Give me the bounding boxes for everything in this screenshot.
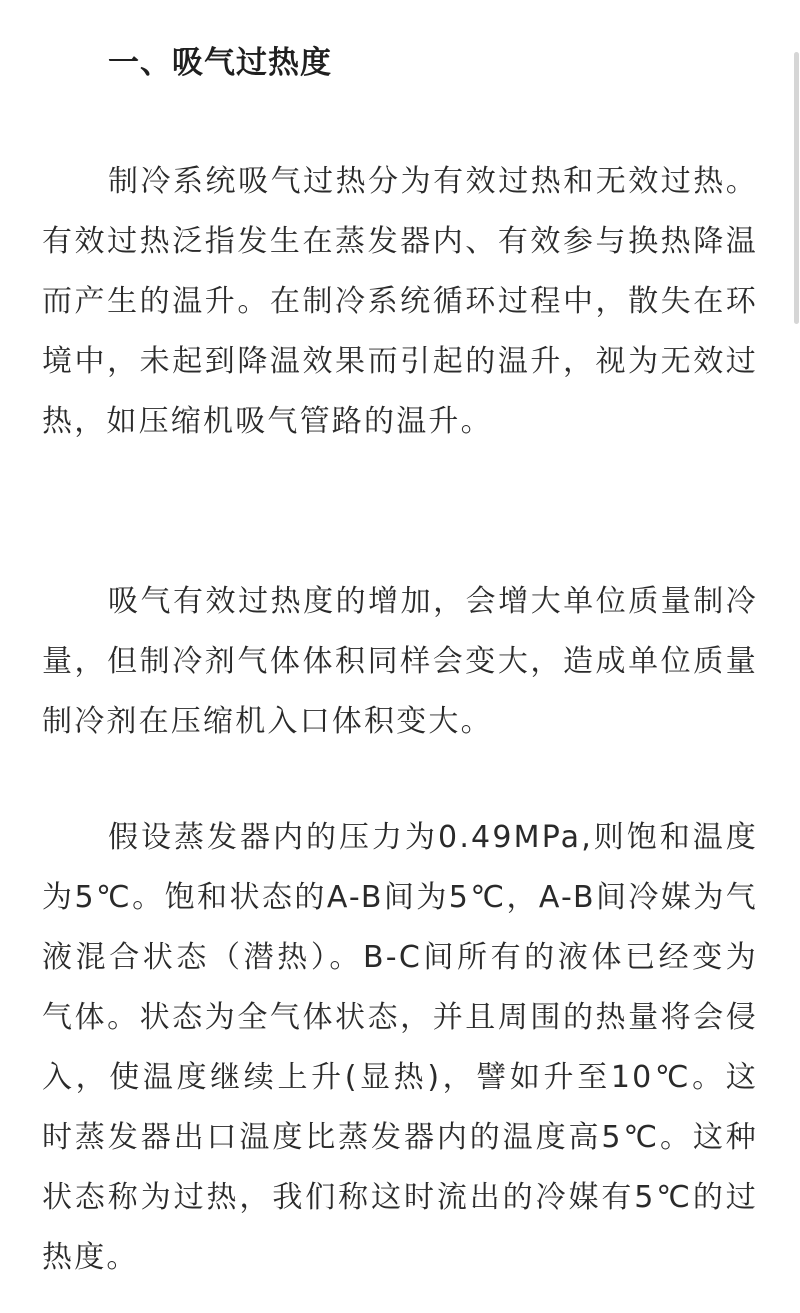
vertical-scrollbar[interactable]	[792, 0, 800, 1313]
scrollbar-thumb[interactable]	[794, 52, 799, 324]
paragraph-superheat-definition: 制冷系统吸气过热分为有效过热和无效过热。有效过热泛指发生在蒸发器内、有效参与换热降温而产生的温升。在制冷系统循环过程中，散失在环境中，未起到降温效果而引起的温升，视为无效过热，如压缩机吸气管路的温升。	[42, 164, 758, 439]
paragraph-effective-superheat: 吸气有效过热度的增加，会增大单位质量制冷量，但制冷剂气体体积同样会变大，造成单位质量制冷剂在压缩机入口体积变大。	[42, 584, 758, 739]
section-heading: 一、吸气过热度	[108, 45, 332, 81]
paragraph-superheat-example: 假设蒸发器内的压力为0.49MPa,则饱和温度为5℃。饱和状态的A-B间为5℃，A-B间冷媒为气液混合状态（潜热）。B-C间所有的液体已经变为气体。状态为全气体状态，并且周围的热量将会侵入，使温度继续上升(显热)，譬如升至10℃。这时蒸发器出口温度比蒸发器内的温度高5℃。这种状态称为过热，我们称这时流出的冷媒有5℃的过热度。	[42, 820, 758, 1275]
